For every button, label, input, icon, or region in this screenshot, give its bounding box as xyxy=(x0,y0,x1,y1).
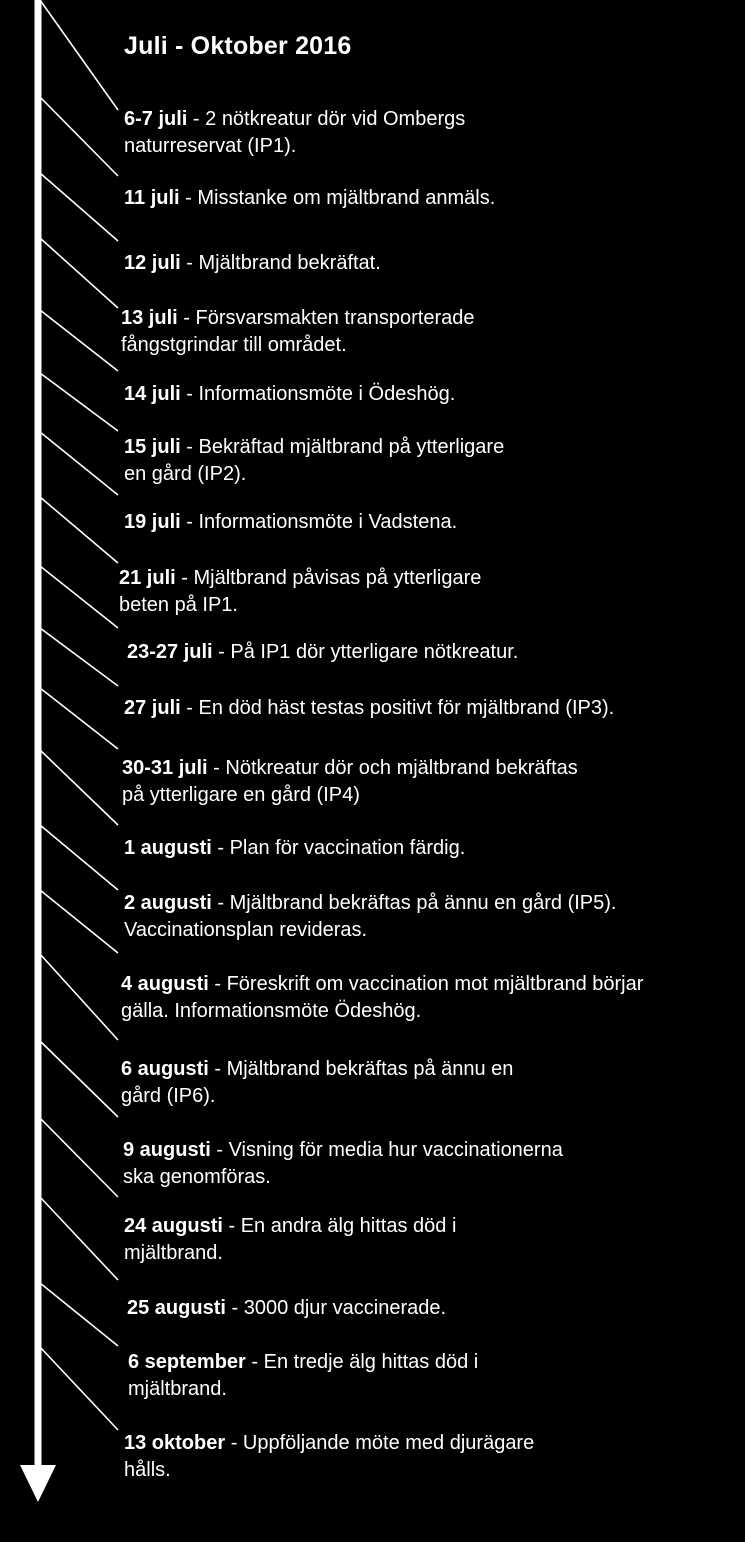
event-description: - Informationsmöte i Vadstena. xyxy=(180,511,458,533)
event-date: 30-31 juli xyxy=(122,757,208,779)
timeline-event xyxy=(121,971,643,1025)
timeline-connector-line xyxy=(40,1283,118,1346)
event-date: 27 juli xyxy=(124,697,181,719)
event-date: 19 juli xyxy=(124,511,181,533)
event-description-continued: på ytterligare en gård (IP4) xyxy=(122,784,360,806)
event-description-continued: ska genomföras. xyxy=(123,1166,271,1188)
timeline-connector-line xyxy=(40,688,118,749)
timeline-connector-line xyxy=(40,566,118,628)
timeline-event xyxy=(124,434,504,488)
timeline-connector-line xyxy=(40,890,118,953)
event-date: 13 juli xyxy=(121,307,178,329)
timeline-connector-line xyxy=(40,432,118,495)
timeline-event xyxy=(124,509,457,536)
event-line-1 xyxy=(127,639,518,666)
event-line-1 xyxy=(124,1213,456,1240)
event-description: - 3000 djur vaccinerade. xyxy=(225,1297,447,1319)
event-date: 6 september xyxy=(128,1351,246,1373)
event-description: - Mjältbrand bekräftas på ännu en gård (IP5). xyxy=(211,892,617,914)
event-description-continued: mjältbrand. xyxy=(128,1378,227,1400)
event-line-1 xyxy=(124,381,455,408)
event-description-continued: gård (IP6). xyxy=(121,1085,216,1107)
timeline-connector-line xyxy=(40,0,118,110)
timeline-connector-line xyxy=(40,954,118,1040)
event-date: 6 augusti xyxy=(121,1058,209,1080)
event-description: - En andra älg hittas död i xyxy=(222,1215,457,1237)
event-date: 2 augusti xyxy=(124,892,212,914)
event-line-1 xyxy=(123,1137,563,1164)
event-description: - Informationsmöte i Ödeshög. xyxy=(180,383,456,405)
event-date: 25 augusti xyxy=(127,1297,226,1319)
event-description: - En tredje älg hittas död i xyxy=(245,1351,479,1373)
event-description: - Mjältbrand påvisas på ytterligare xyxy=(175,567,482,589)
event-line-1 xyxy=(121,305,474,332)
timeline-connector-line xyxy=(40,497,118,563)
event-date: 13 oktober xyxy=(124,1432,226,1454)
event-line-1 xyxy=(124,434,504,461)
event-description: - Plan för vaccination färdig. xyxy=(211,837,466,859)
event-line-1 xyxy=(122,755,578,782)
event-description: - 2 nötkreatur dör vid Ombergs xyxy=(187,108,466,130)
timeline-event xyxy=(124,1430,534,1484)
event-line-1 xyxy=(124,106,465,133)
timeline-connector-line xyxy=(40,1041,118,1117)
timeline-diagonals xyxy=(40,0,118,1430)
event-description: - Misstanke om mjältbrand anmäls. xyxy=(179,187,496,209)
event-description-continued: naturreservat (IP1). xyxy=(124,135,297,157)
timeline-connector-line xyxy=(40,628,118,686)
event-description: - Uppföljande möte med djurägare xyxy=(225,1432,535,1454)
timeline-event xyxy=(124,250,381,277)
timeline-event xyxy=(124,890,616,944)
event-line-1 xyxy=(124,835,465,862)
timeline-event xyxy=(121,305,474,359)
timeline-event xyxy=(124,1213,456,1267)
event-line-1 xyxy=(124,1430,534,1457)
event-date: 4 augusti xyxy=(121,973,209,995)
event-line-1 xyxy=(124,509,457,536)
event-description: - Visning för media hur vaccinationerna xyxy=(210,1139,563,1161)
timeline-connector-line xyxy=(40,238,118,308)
event-date: 1 augusti xyxy=(124,837,212,859)
event-date: 6-7 juli xyxy=(124,108,188,130)
timeline-connector-line xyxy=(40,97,118,176)
timeline-event xyxy=(124,106,465,160)
event-date: 21 juli xyxy=(119,567,176,589)
event-description: - Nötkreatur dör och mjältbrand bekräftas xyxy=(207,757,578,779)
timeline-connector-line xyxy=(40,825,118,890)
event-description: - Bekräftad mjältbrand på ytterligare xyxy=(180,436,505,458)
timeline-event xyxy=(124,835,465,862)
timeline-arrowhead xyxy=(20,1465,56,1502)
event-description: - Försvarsmakten transporterade xyxy=(177,307,475,329)
timeline-connector-line xyxy=(40,1118,118,1197)
event-description-continued: Vaccinationsplan revideras. xyxy=(124,919,368,941)
event-date: 15 juli xyxy=(124,436,181,458)
timeline-event xyxy=(124,381,455,408)
event-description-continued: mjältbrand. xyxy=(124,1242,223,1264)
event-description: - En död häst testas positivt för mjältbrand (IP3). xyxy=(180,697,615,719)
timeline-connector-line xyxy=(40,750,118,825)
event-date: 12 juli xyxy=(124,252,181,274)
timeline-event xyxy=(124,185,495,212)
event-description-continued: en gård (IP2). xyxy=(124,463,247,485)
event-date: 14 juli xyxy=(124,383,181,405)
event-description: - Mjältbrand bekräftat. xyxy=(180,252,381,274)
event-line-1 xyxy=(124,250,381,277)
event-description: - Föreskrift om vaccination mot mjältbrand börjar xyxy=(208,973,644,995)
event-description-continued: gälla. Informationsmöte Ödeshög. xyxy=(121,1000,422,1022)
event-date: 24 augusti xyxy=(124,1215,223,1237)
event-line-1 xyxy=(119,565,481,592)
event-line-1 xyxy=(121,1056,513,1083)
timeline-event xyxy=(128,1349,478,1403)
event-date: 23-27 juli xyxy=(127,641,213,663)
timeline-connector-line xyxy=(40,173,118,241)
event-description: - Mjältbrand bekräftas på ännu en xyxy=(208,1058,514,1080)
timeline-event xyxy=(121,1056,513,1110)
event-line-1 xyxy=(128,1349,478,1376)
timeline-connector-line xyxy=(40,310,118,371)
timeline-event xyxy=(119,565,481,619)
timeline-connector-line xyxy=(40,373,118,431)
event-line-1 xyxy=(121,971,643,998)
event-description: - På IP1 dör ytterligare nötkreatur. xyxy=(212,641,519,663)
event-line-1 xyxy=(124,890,616,917)
page-title: Juli - Oktober 2016 xyxy=(124,32,352,60)
timeline-connector-line xyxy=(40,1197,118,1280)
event-line-1 xyxy=(124,695,614,722)
event-date: 9 augusti xyxy=(123,1139,211,1161)
timeline-event xyxy=(123,1137,563,1191)
timeline-event xyxy=(124,695,614,722)
event-description-continued: hålls. xyxy=(124,1459,171,1481)
event-description-continued: fångstgrindar till området. xyxy=(121,334,347,356)
timeline-connector-line xyxy=(40,1347,118,1430)
timeline-event xyxy=(127,639,518,666)
timeline-event xyxy=(122,755,578,809)
event-date: 11 juli xyxy=(124,187,180,209)
timeline-event xyxy=(127,1295,446,1322)
event-description-continued: beten på IP1. xyxy=(119,594,238,616)
event-line-1 xyxy=(124,185,495,212)
event-line-1 xyxy=(127,1295,446,1322)
